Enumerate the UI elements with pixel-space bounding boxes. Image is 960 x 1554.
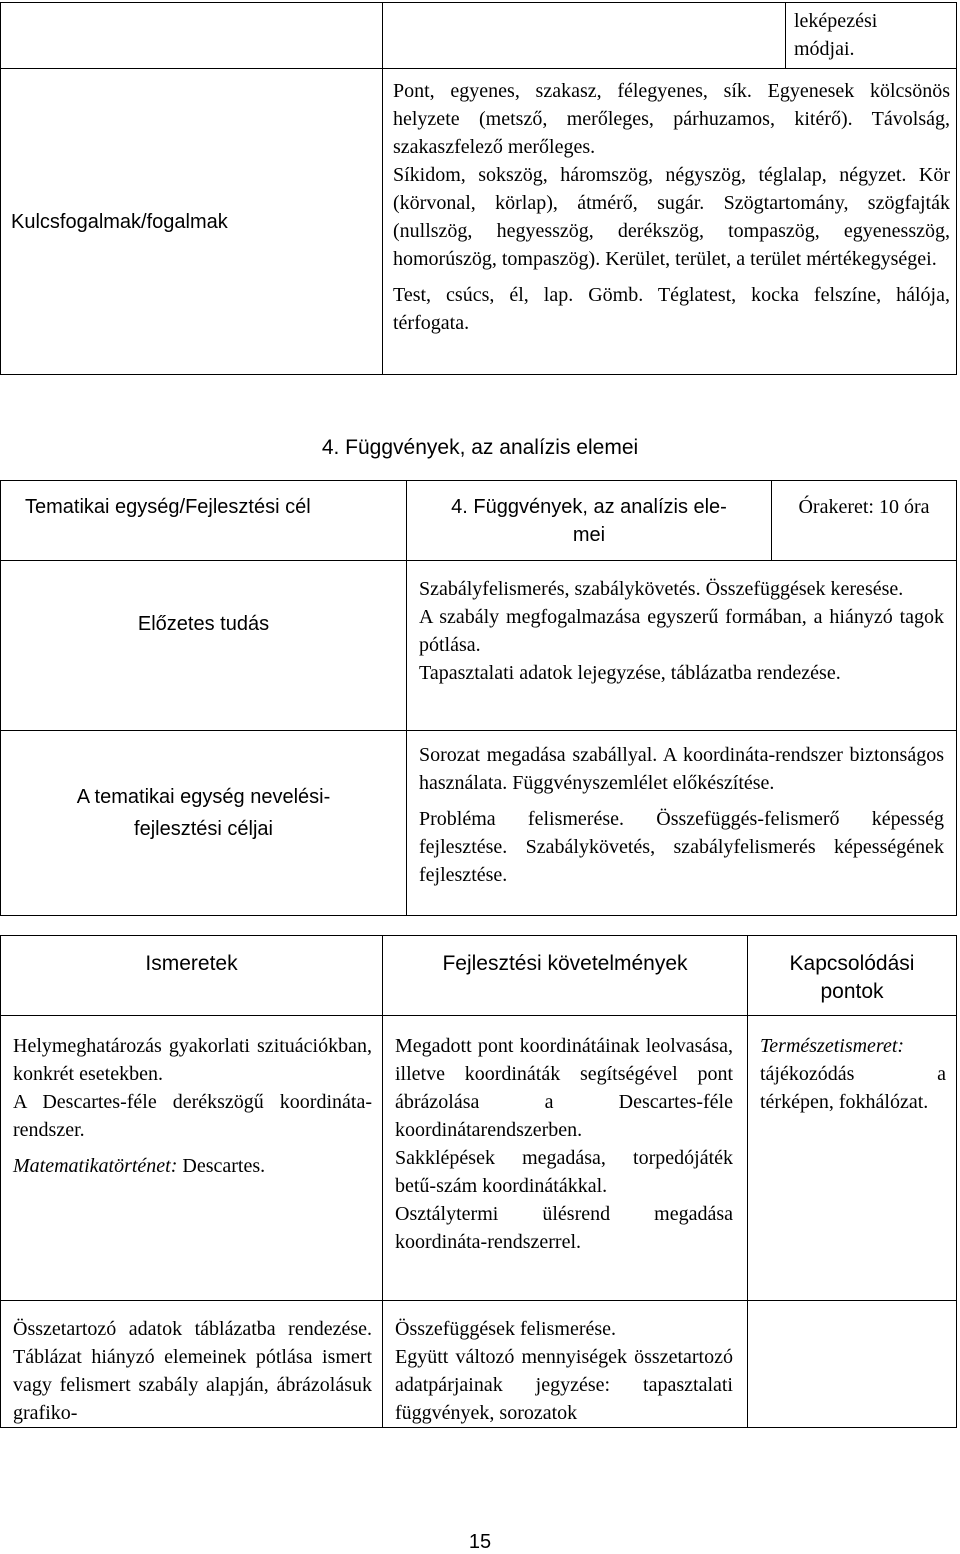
unit-table: [0, 480, 957, 916]
connections-paragraph: [760, 1032, 946, 1116]
header-connections-line: pontok: [820, 980, 884, 1003]
row-label-cell: [1, 69, 383, 375]
empty-header-cell: [383, 3, 786, 69]
concepts-paragraph: Síkidom, sokszög, háromszög, négyszög, téglalap, négyzet. Kör (körvonal, körlap), átmérő, sugár. Szögtartomány, szögfajták (nullszög, hegyesszög, derékszög, tompaszög, egyenesszög, homorúszög, tompaszög). Kerület, terület, a terület mértékegységei.: [393, 164, 950, 270]
requirements-cell: [383, 1301, 748, 1428]
requirements-paragraph: Együtt változó mennyiségek összetartozó adatpárjainak jegyzése: tapasztalati függvények, sorozatok: [395, 1346, 733, 1424]
concepts-paragraph: Test, csúcs, él, lap. Gömb. Téglatest, kocka felszíne, hálója, térfogata.: [393, 284, 950, 334]
key-concepts-content: [383, 69, 957, 375]
science-label: Természetismeret:: [760, 1035, 905, 1057]
unit-label: Tematikai egység/Fejlesztési cél: [25, 496, 311, 518]
science-text: tájékozódás a térképen, fokhálózat.: [760, 1063, 946, 1113]
goals-label-line: A tematikai egység nevelési-: [76, 786, 331, 808]
main-table: [0, 935, 957, 1428]
requirements-paragraph: Osztálytermi ülésrend megadása koordináta-rendszerrel.: [395, 1203, 733, 1253]
knowledge-paragraph: A Descartes-féle derékszögű koordináta-rendszer.: [13, 1091, 372, 1141]
requirements-cell: [383, 1016, 748, 1301]
history-text: Descartes.: [177, 1155, 266, 1177]
prior-paragraph: Szabályfelismerés, szabálykövetés. Összefüggések keresése.: [419, 578, 904, 600]
knowledge-paragraph: Helymeghatározás gyakorlati szituációkban, konkrét esetekben.: [13, 1035, 372, 1085]
knowledge-paragraph: [13, 1152, 372, 1180]
knowledge-paragraph: Összetartozó adatok táblázatba rendezése. Táblázat hiányzó elemeinek pótlása ismert vagy felismert szabály alapján, ábrázolásuk grafiko-: [13, 1318, 372, 1424]
header-connections-line: Kapcsolódási: [789, 952, 915, 975]
section-title: 4. Függvények, az analízis elemei: [321, 436, 639, 459]
goals-paragraph: Sorozat megadása szabállyal. A koordináta-rendszer biztonságos használata. Függvényszemlélet előkészítése.: [419, 744, 944, 794]
knowledge-cell: [1, 1301, 383, 1428]
requirements-paragraph: Sakklépések megadása, torpedójáték betű-szám koordinátákkal.: [395, 1147, 733, 1197]
prior-knowledge-label-cell: [1, 561, 407, 731]
unit-title-cell: [407, 481, 772, 561]
prior-paragraph: A szabály megfogalmazása egyszerű formában, a hiányzó tagok pótlása.: [419, 606, 944, 656]
hours-cell: [772, 481, 957, 561]
empty-header-cell: [1, 3, 383, 69]
header-requirements: [383, 936, 748, 1016]
header-connections: [748, 936, 957, 1016]
header-knowledge-label: Ismeretek: [145, 952, 238, 975]
header-requirements-label: Fejlesztési követelmények: [442, 952, 688, 975]
key-concepts-table: [0, 2, 957, 375]
goals-label-line: fejlesztési céljai: [134, 818, 273, 840]
unit-title-line: 4. Függvények, az analízis ele-: [451, 496, 727, 518]
prior-paragraph: Tapasztalati adatok lejegyzése, táblázatba rendezése.: [419, 662, 841, 684]
prior-knowledge-label: Előzetes tudás: [137, 612, 270, 635]
hours-label: Órakeret: 10 óra: [798, 496, 930, 518]
row-label: Kulcsfogalmak/fogalmak: [11, 210, 228, 233]
history-label: Matematikatörténet:: [13, 1155, 178, 1177]
unit-label-cell: [1, 481, 407, 561]
goals-content: [407, 731, 957, 916]
unit-title-line: mei: [572, 524, 606, 546]
connections-cell: [748, 1016, 957, 1301]
continued-text-cell: [786, 3, 957, 69]
requirements-paragraph: Megadott pont koordinátáinak leolvasása, illetve koordináták segítségével pont ábrázolása a Descartes-féle koordinátarendszerben.: [395, 1035, 733, 1141]
connections-cell: [748, 1301, 957, 1428]
concepts-paragraph: Pont, egyenes, szakasz, félegyenes, sík. Egyenesek kölcsönös helyzete (metsző, merőleges, párhuzamos, kitérő). Távolság, szakaszfelező merőleges.: [393, 80, 950, 158]
goals-label-cell: [1, 731, 407, 916]
continued-text: leképezési módjai.: [794, 10, 878, 60]
page-number: 15: [468, 1531, 492, 1553]
requirements-paragraph: Összefüggések felismerése.: [395, 1318, 617, 1340]
goals-paragraph: Probléma felismerése. Összefüggés-felismerő képesség fejlesztése. Szabálykövetés, szabályfelismerés képességének fejlesztése.: [419, 808, 944, 886]
knowledge-cell: [1, 1016, 383, 1301]
header-knowledge: [1, 936, 383, 1016]
prior-knowledge-content: [407, 561, 957, 731]
